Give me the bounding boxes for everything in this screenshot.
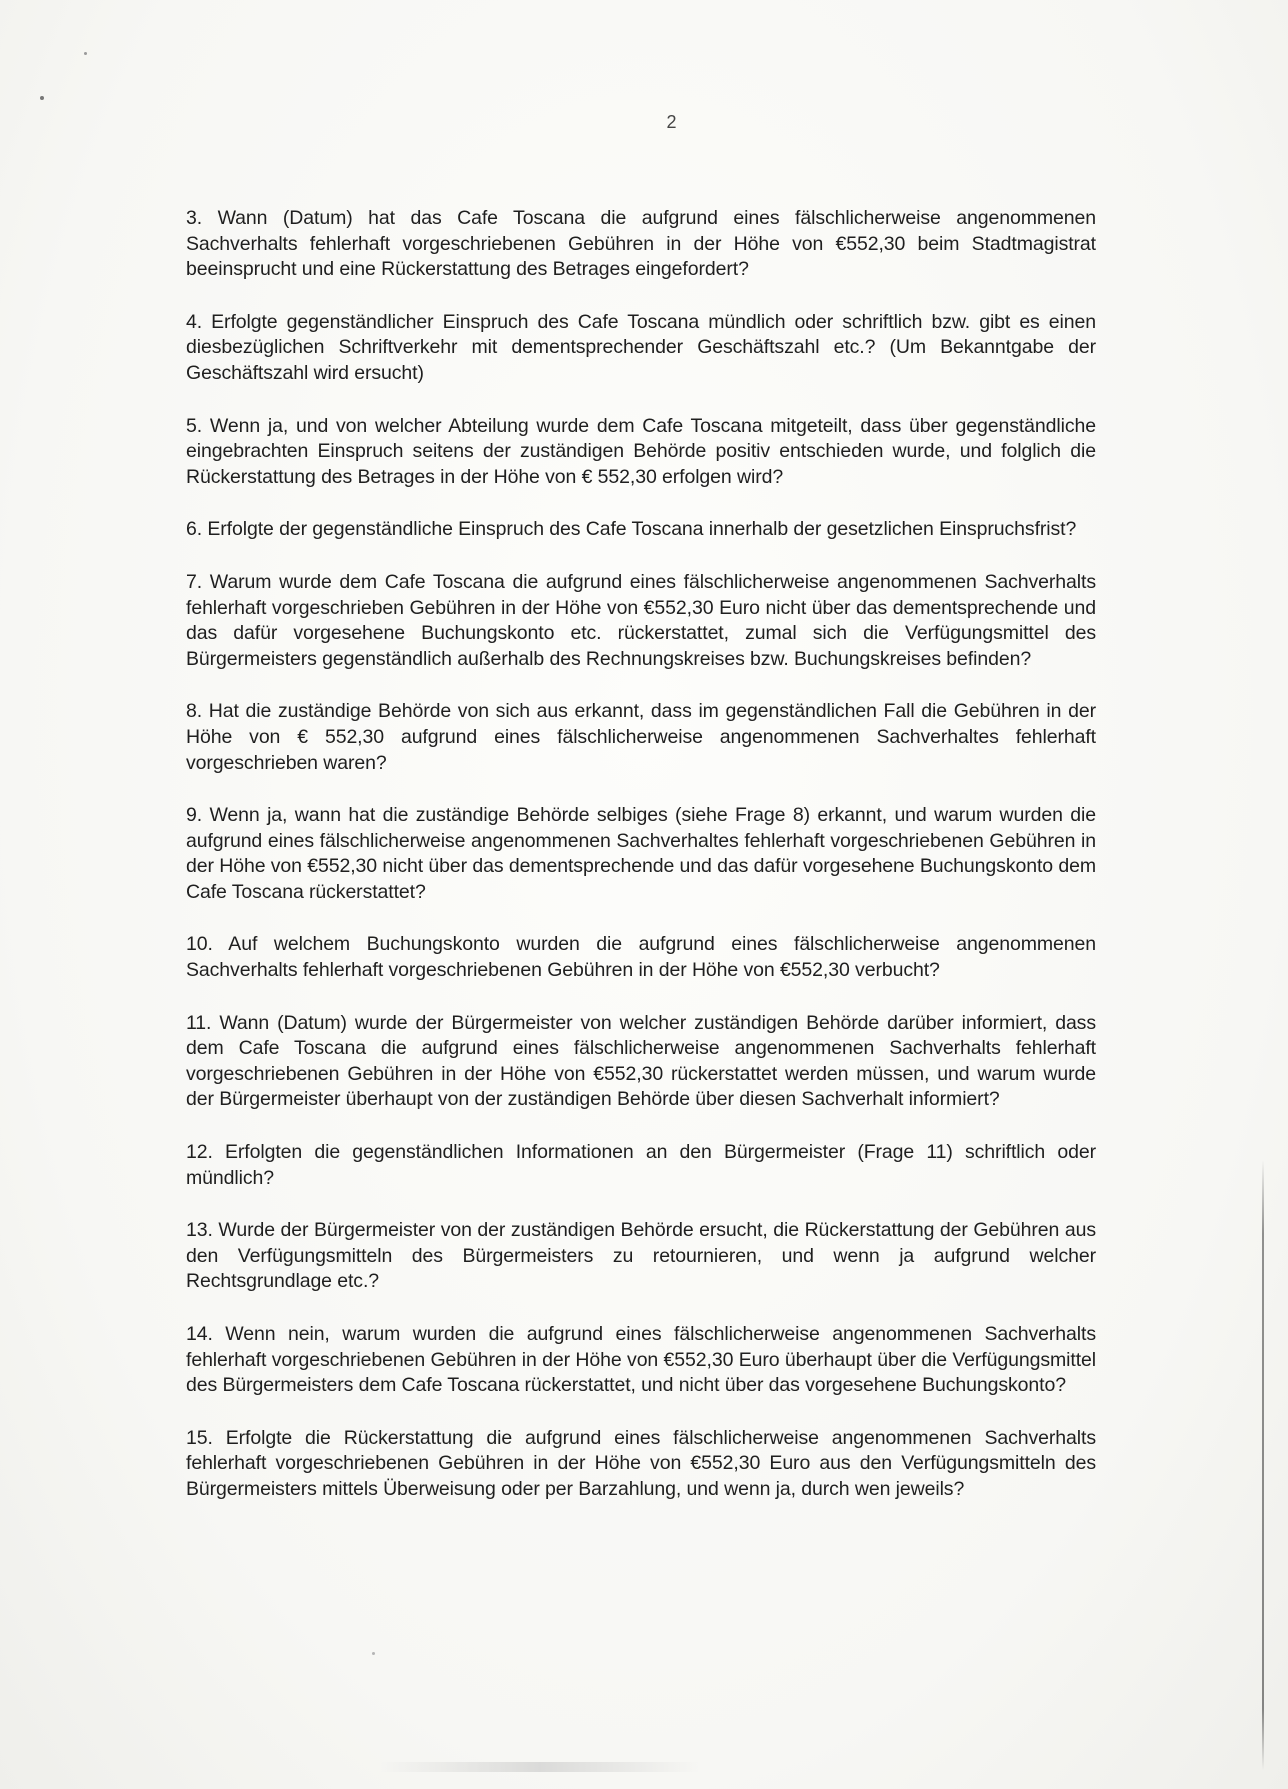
page-number: 2 (666, 112, 677, 132)
question-7: 7. Warum wurde dem Cafe Toscana die aufgrund eines fälschlicherweise angenommenen Sachverhalts fehlerhaft vorgeschrieben Gebühren in der Höhe von €552,30 Euro nicht über das dementsprechende und das dafür vorgesehene Buchungskonto etc. rückerstattet, zumal sich die Verfügungsmittel des Bürgermeisters gegenständlich außerhalb des Rechnungskreises bzw. Buchungskreises befinden? (186, 570, 1096, 670)
scan-smudge (380, 1762, 700, 1772)
question-12: 12. Erfolgten die gegenständlichen Informationen an den Bürgermeister (Frage 11) schriftlich oder mündlich? (186, 1141, 1096, 1189)
question-6: 6. Erfolgte der gegenständliche Einspruch des Cafe Toscana innerhalb der gesetzlichen Einspruchsfrist? (186, 518, 1077, 541)
scan-speck (84, 52, 87, 55)
scan-speck (372, 1652, 375, 1655)
question-4: 4. Erfolgte gegenständlicher Einspruch des Cafe Toscana mündlich oder schriftlich bzw. gibt es einen diesbezüglichen Schriftverkehr mit dementsprechender Geschäftszahl etc.? (Um Bekanntgabe der Geschäftszahl wird ersucht) (186, 310, 1096, 384)
question-9: 9. Wenn ja, wann hat die zuständige Behörde selbiges (siehe Frage 8) erkannt, und warum wurden die aufgrund eines fälschlicherweise angenommenen Sachverhaltes fehlerhaft vorgeschriebenen Gebühren in der Höhe von €552,30 nicht über das dementsprechende und das dafür vorgesehene Buchungskonto dem Cafe Toscana rückerstattet? (186, 804, 1096, 903)
question-list (186, 206, 1096, 1530)
scan-speck (40, 96, 44, 100)
question-11: 11. Wann (Datum) wurde der Bürgermeister von welcher zuständigen Behörde darüber informiert, dass dem Cafe Toscana die aufgrund eines fälschlicherweise angenommenen Sachverhalts fehlerhaft vorgeschriebenen Gebühren in der Höhe von €552,30 rückerstattet werden müssen, und warum wurde der Bürgermeister überhaupt von der zuständigen Behörde über diesen Sachverhalt informiert? (186, 1011, 1096, 1111)
question-14: 14. Wenn nein, warum wurden die aufgrund eines fälschlicherweise angenommenen Sachverhalts fehlerhaft vorgeschriebenen Gebühren in der Höhe von €552,30 Euro überhaupt über die Verfügungsmittel des Bürgermeisters dem Cafe Toscana rückerstattet, und nicht über das vorgesehene Buchungskonto? (186, 1323, 1096, 1397)
question-15: 15. Erfolgte die Rückerstattung die aufgrund eines fälschlicherweise angenommenen Sachverhalts fehlerhaft vorgeschriebenen Gebühren in der Höhe von €552,30 Euro aus den Verfügungsmitteln des Bürgermeisters mittels Überweisung oder per Barzahlung, und wenn ja, durch wen jeweils? (186, 1426, 1096, 1500)
question-10: 10. Auf welchem Buchungskonto wurden die aufgrund eines fälschlicherweise angenommenen Sachverhalts fehlerhaft vorgeschriebenen Gebühren in der Höhe von €552,30 verbucht? (186, 933, 1096, 982)
question-8: 8. Hat die zuständige Behörde von sich aus erkannt, dass im gegenständlichen Fall die Gebühren in der Höhe von € 552,30 aufgrund eines fälschlicherweise angenommenen Sachverhaltes fehlerhaft vorgeschrieben waren? (186, 700, 1096, 774)
question-13: 13. Wurde der Bürgermeister von der zuständigen Behörde ersucht, die Rückerstattung der Gebühren aus den Verfügungsmitteln des Bürgermeisters zu retournieren, und wenn ja aufgrund welcher Rechtsgrundlage etc.? (186, 1219, 1096, 1293)
question-3: 3. Wann (Datum) hat das Cafe Toscana die aufgrund eines fälschlicherweise angenommenen Sachverhalts fehlerhaft vorgeschriebenen Gebühren in der Höhe von €552,30 beim Stadtmagistrat beeinsprucht und eine Rückerstattung des Betrages eingefordert? (186, 207, 1096, 281)
question-5: 5. Wenn ja, und von welcher Abteilung wurde dem Cafe Toscana mitgeteilt, dass über gegenständliche eingebrachten Einspruch seitens der zuständigen Behörde positiv entschieden wurde, und folglich die Rückerstattung des Betrages in der Höhe von € 552,30 erfolgen wird? (186, 414, 1096, 488)
scan-edge-shadow (1262, 1160, 1264, 1770)
